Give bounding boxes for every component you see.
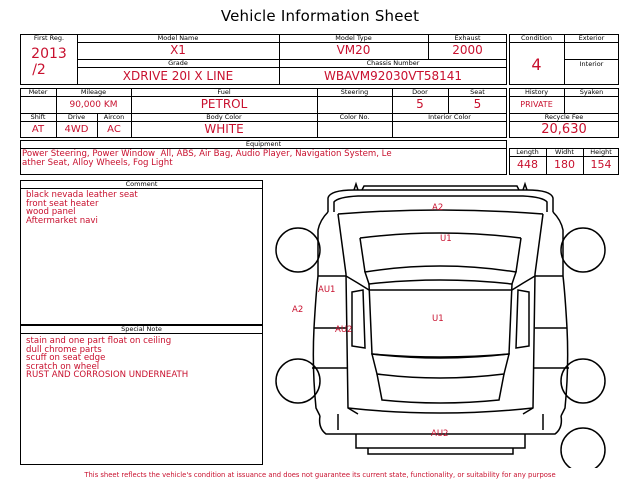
damage-mark-au2-side: AU2 [335, 325, 353, 335]
divider [20, 188, 263, 189]
body-color-label: Body Color [206, 113, 242, 121]
drive-value: 4WD [64, 124, 89, 135]
damage-mark-u1-hood: U1 [440, 234, 452, 244]
first-reg-year: 2013 [31, 46, 67, 62]
shift-label: Shift [30, 113, 46, 121]
exhaust-label: Exhaust [454, 34, 481, 42]
history-value: PRIVATE [520, 100, 553, 109]
model-name-value: X1 [170, 43, 186, 57]
mileage-label: Mileage [80, 88, 107, 96]
aircon-label: Aircon [103, 113, 125, 121]
first-reg-month: /2 [32, 62, 46, 78]
mileage-value: 90,000 KM [69, 100, 118, 110]
wheel-front-left-icon [276, 228, 320, 272]
length-value: 448 [517, 158, 538, 171]
model-name-label: Model Name [157, 34, 199, 42]
equipment-line-2: ather Seat, Alloy Wheels, Fog Light [22, 158, 173, 168]
rear-window-shape [372, 354, 509, 378]
special-note-line: RUST AND CORROSION UNDERNEATH [26, 370, 189, 380]
meter-label: Meter [28, 88, 48, 96]
sheet-title: Vehicle Information Sheet [220, 7, 420, 25]
seat-value: 5 [473, 97, 482, 111]
door-right-shape [533, 276, 569, 368]
door-value: 5 [416, 97, 424, 111]
syaken-label: Syaken [579, 88, 604, 96]
model-type-label: Model Type [335, 34, 372, 42]
grade-label: Grade [168, 59, 188, 67]
comment-label: Comment [125, 180, 158, 188]
front-bumper-shape [354, 184, 527, 190]
divider [20, 333, 263, 334]
fuel-value: PETROL [200, 97, 248, 111]
first-reg-label: First Reg. [33, 34, 65, 42]
height-label: Height [590, 148, 612, 156]
comment-line: Aftermarket navi [26, 215, 98, 226]
width-label: Widht [555, 148, 574, 156]
grade-value: XDRIVE 20I X LINE [122, 69, 234, 83]
equipment-line-1: Power Steering, Power Window All, ABS, Air Bag, Audio Player, Navigation System, Le [22, 149, 392, 159]
comment-line: wood panel [26, 207, 76, 217]
aircon-value: AC [107, 124, 121, 135]
damage-mark-au2-rear: AU2 [431, 429, 449, 439]
recycle-fee-value: 20,630 [541, 122, 587, 137]
length-label: Length [516, 148, 539, 156]
steering-label: Steering [340, 88, 369, 96]
damage-mark-u1-roof: U1 [432, 314, 444, 324]
wheel-front-right-icon [561, 228, 605, 272]
car-damage-diagram [268, 178, 620, 468]
interior-color-label: Interior Color [428, 113, 471, 121]
interior-label: Interior [579, 60, 604, 68]
equipment-label: Equipment [245, 140, 282, 148]
drive-label: Drive [67, 113, 86, 121]
condition-label: Condition [520, 34, 553, 42]
history-label: History [524, 88, 549, 96]
comment-line: front seat heater [26, 198, 99, 209]
shift-value: AT [31, 124, 45, 135]
color-no-label: Color No. [339, 113, 370, 121]
fuel-label: Fuel [217, 88, 231, 96]
chassis-value: WBAVM92030VT58141 [324, 69, 462, 83]
comment-line: black nevada leather seat [26, 190, 138, 200]
windshield-shape [365, 266, 516, 284]
spare-wheel-icon [561, 428, 605, 468]
door-label: Door [412, 88, 428, 96]
special-note-line: stain and one part float on ceiling [26, 336, 172, 346]
chassis-label: Chassis Number [366, 59, 420, 67]
special-note-line: dull chrome parts [26, 344, 102, 355]
divider [509, 156, 619, 157]
recycle-fee-label: Recycle Fee [544, 113, 584, 121]
damage-mark-a2-side: A2 [292, 305, 304, 315]
body-color-value: WHITE [204, 122, 244, 136]
damage-mark-a2-top: A2 [432, 203, 444, 213]
special-note-label: Special Note [121, 325, 162, 333]
special-note-line: scuff on seat edge [26, 353, 106, 363]
model-type-value: VM20 [336, 43, 371, 57]
divider [77, 67, 507, 68]
condition-value: 4 [531, 55, 542, 74]
special-note-line: scratch on wheel [26, 361, 100, 372]
width-value: 180 [554, 158, 575, 171]
exterior-label: Exterior [578, 34, 605, 42]
height-value: 154 [590, 158, 612, 171]
body-outline-shape [313, 212, 328, 416]
seat-label: Seat [470, 88, 485, 96]
damage-mark-au1-side: AU1 [318, 285, 336, 295]
exhaust-value: 2000 [452, 43, 483, 57]
disclaimer-footer: This sheet reflects the vehicle's condition at issuance and does not guarantee its current state, functionality, or suitability for any purpose [84, 471, 556, 479]
